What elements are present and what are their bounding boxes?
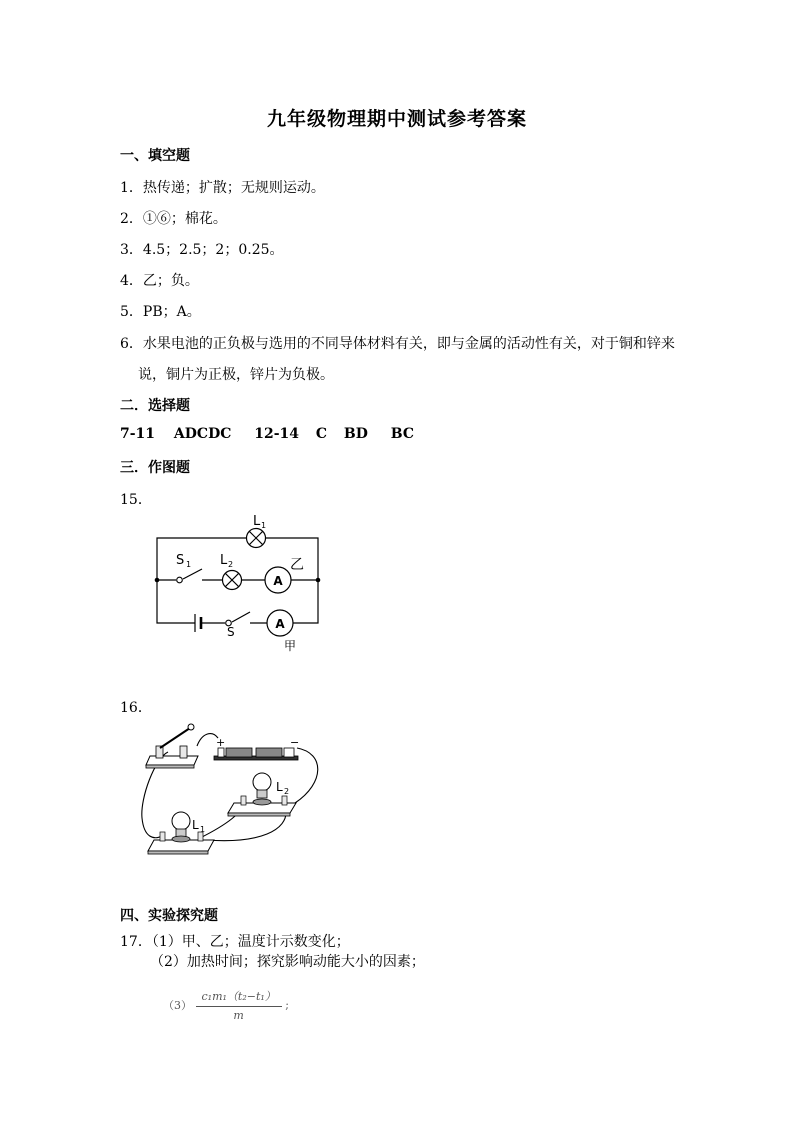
- answer-17-part-2: （2）加热时间；探究影响动能大小的因素；: [150, 954, 425, 970]
- answer-line-5: 5．PB；A。: [120, 304, 201, 320]
- choice-answers: [120, 426, 414, 442]
- junction-dot: [155, 578, 160, 583]
- choice-answer-14: BC: [390, 426, 415, 442]
- svg-text:A: A: [275, 617, 285, 631]
- part-3-label: （3）: [163, 999, 192, 1012]
- choice-answer-12: C: [315, 426, 328, 442]
- choice-range-2: 12-14: [254, 426, 300, 442]
- label-s1: S: [176, 553, 185, 568]
- knife-switch: [146, 724, 198, 768]
- question-16-label: 16．: [120, 700, 152, 716]
- label-l1: L: [253, 514, 261, 529]
- section-fill-in-heading: 一、填空题: [120, 148, 190, 164]
- label-l1-sub: 1: [200, 825, 206, 834]
- battery-holder: [214, 748, 298, 760]
- section-drawing-heading: 三．作图题: [120, 460, 190, 476]
- switch-s1-contact: [177, 577, 183, 583]
- answer-17-part-1: 17．（1）甲、乙；温度计示数变化；: [120, 934, 350, 950]
- formula-numerator: c₁m₁（t₂−t₁）: [196, 988, 282, 1007]
- label-l2-sub: 2: [228, 560, 234, 569]
- lamp-l1-symbol: [247, 529, 266, 548]
- choice-answers-1: ADCDC: [173, 426, 232, 442]
- answer-line-6-cont: 说，铜片为正极，锌片为负极。: [138, 367, 334, 383]
- ammeter-jia-symbol: [267, 610, 293, 636]
- label-l1-sub: 1: [261, 521, 267, 530]
- label-s: S: [227, 625, 235, 639]
- page-title: 九年级物理期中测试参考答案: [266, 108, 527, 130]
- question-15-label: 15．: [120, 492, 152, 508]
- answer-line-6: 6．水果电池的正负极与选用的不同导体材料有关，即与金属的活动性有关，对于铜和锌来: [120, 336, 675, 352]
- physical-circuit-16: [140, 718, 340, 863]
- label-s1-sub: 1: [186, 560, 192, 569]
- formula-tail: ;: [285, 998, 290, 1012]
- svg-text:A: A: [273, 574, 283, 588]
- answer-line-4: 4．乙；负。: [120, 273, 199, 289]
- choice-answer-13: BD: [343, 426, 368, 442]
- answer-line-1: 1．热传递；扩散；无规则运动。: [120, 180, 325, 196]
- answer-line-2: 2．①⑥；棉花。: [120, 211, 227, 227]
- label-l2-sub: 2: [284, 787, 290, 796]
- lamp-l2-symbol: [223, 571, 242, 590]
- battery-minus-label: −: [290, 736, 300, 749]
- battery-plus-label: +: [216, 736, 226, 749]
- label-yi: 乙: [290, 557, 304, 573]
- formula-denominator: m: [233, 1009, 244, 1022]
- label-l2: L: [220, 553, 228, 568]
- label-l2: L: [276, 780, 283, 794]
- junction-dot: [316, 578, 321, 583]
- answer-line-3: 3．4.5；2.5；2；0.25。: [120, 242, 284, 258]
- label-l1: L: [192, 818, 199, 832]
- answer-17-part-3: [163, 988, 289, 1022]
- choice-range-1: 7-11: [120, 426, 156, 442]
- label-jia: 甲: [284, 639, 297, 653]
- section-choice-heading: 二．选择题: [120, 398, 190, 414]
- formula-fraction: [196, 988, 282, 1022]
- ammeter-yi-symbol: [265, 567, 291, 593]
- circuit-diagram-15: [140, 505, 340, 655]
- section-experiment-heading: 四、实验探究题: [120, 908, 218, 924]
